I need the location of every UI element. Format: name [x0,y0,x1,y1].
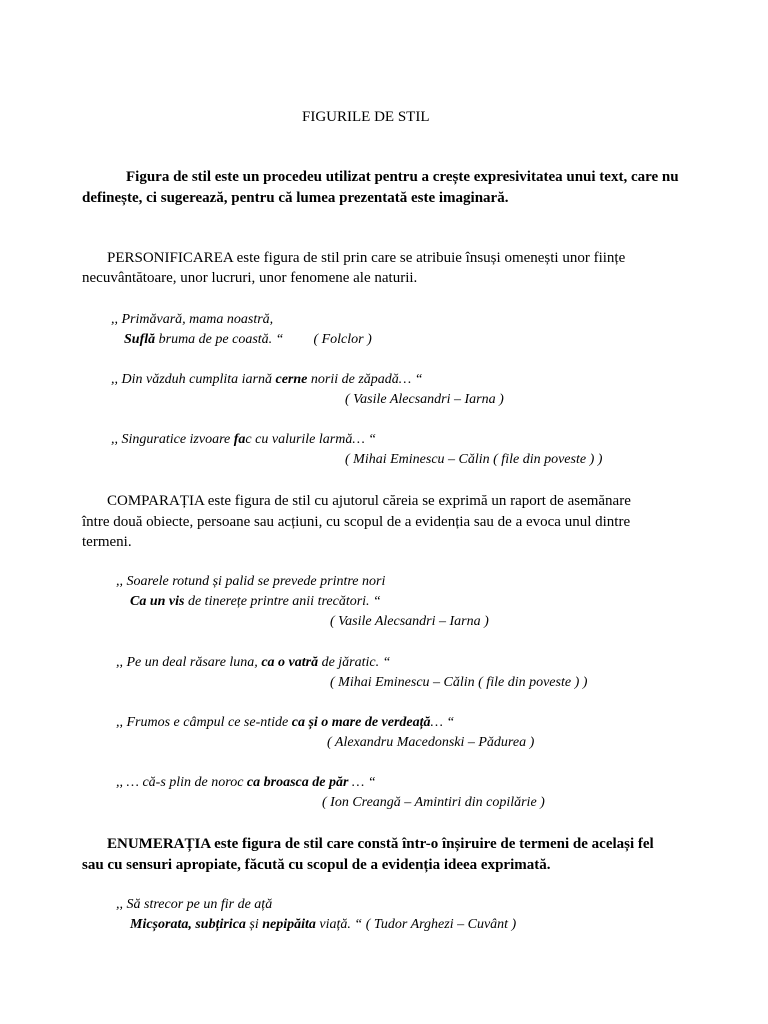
personificare-example-2-pre: ,, Din văzduh cumplita iarnă [111,372,276,387]
comparatie-example-4 [116,773,376,793]
comparatie-example-2-keyword: ca o vatră [261,655,319,670]
enumeratie-example-1-rest: viață. “ ( Tudor Arghezi – Cuvânt ) [315,917,517,932]
comparatie-line-3: termeni. [82,534,132,550]
personificare-example-1-text: bruma de pe coastă. “ [155,332,284,347]
personificare-example-3 [111,430,376,450]
comparatie-example-4-source: ( Ion Creangă – Amintiri din copilărie ) [322,795,545,810]
comparatie-example-1-text: de tinerețe printre anii trecători. “ [184,594,381,609]
comparatie-example-2 [116,653,390,673]
comparatie-example-2-source: ( Mihai Eminescu – Călin ( file din poveste ) ) [330,675,588,690]
personificare-example-1-keyword: Suflă [124,332,156,347]
comparatie-line-2: între două obiecte, persoane sau acțiuni, cu scopul de a evidenția sau de a evoca unul dintre [82,514,631,530]
personificare-line-2: necuvântătoare, unor lucruri, unor fenomene ale naturii. [82,270,418,286]
comparatie-example-1-line-1: ,, Soarele rotund și palid se prevede printre nori [116,574,386,589]
intro-line-1 [126,167,679,187]
comparatie-example-2-pre: ,, Pe un deal răsare luna, [116,655,262,670]
comparatie-example-4-keyword: ca broasca de păr [246,775,349,790]
enumeratie-example-1-line-1: ,, Să strecor pe un fir de ață [116,897,273,912]
personificare-example-2-source: ( Vasile Alecsandri – Iarna ) [345,392,504,407]
personificare-example-2-keyword: cerne [275,372,308,387]
personificare-example-3-pre: ,, Singuratice izvoare [111,432,234,447]
comparatie-example-3-keyword: ca și o mare de verdeață [291,715,431,730]
comparatie-example-1-source: ( Vasile Alecsandri – Iarna ) [330,614,489,629]
comparatie-example-4-pre: ,, … că-s plin de noroc [116,775,247,790]
comparatie-example-3 [116,713,454,733]
intro-term: Figura de stil [126,169,211,185]
personificare-line-1 [107,248,625,268]
personificare-term: PERSONIFICAREA [107,250,233,266]
comparatie-line-1: COMPARAȚIA este figura de stil cu ajutorul căreia se exprimă un raport de asemănare [107,493,631,509]
personificare-example-1-line-1: ,, Primăvară, mama noastră, [111,312,274,327]
comparatie-example-2-post: de jăratic. “ [318,655,391,670]
comparatie-example-1-line-2 [130,592,381,612]
enumeratie-example-1-keyword-2: nepipăita [262,917,316,932]
enumeratie-line-2: sau cu sensuri apropiate, făcută cu scopul de a evidenția ideea exprimată. [82,857,551,873]
comparatie-example-3-source: ( Alexandru Macedonski – Pădurea ) [327,735,535,750]
comparatie-example-3-pre: ,, Frumos e câmpul ce se-ntide [116,715,292,730]
comparatie-example-3-post: … “ [430,715,455,730]
intro-line-1-text: este un procedeu utilizat pentru a crește expresivitatea unui text, care nu [211,169,679,185]
intro-line-2: definește, ci sugerează, pentru că lumea prezentată este imaginară. [82,190,509,206]
enumeratie-example-1-line-2 [130,915,516,935]
enumeratie-example-1-keyword-1: Micșorata, subțirica [130,917,246,932]
personificare-example-1-line-2 [124,330,372,350]
personificare-example-3-source: ( Mihai Eminescu – Călin ( file din poveste ) ) [345,452,603,467]
comparatie-example-1-keyword: Ca un vis [130,594,185,609]
personificare-line-1-text: este figura de stil prin care se atribuie însuși omenești unor ființe [232,250,626,266]
personificare-example-2 [111,370,423,390]
personificare-example-3-post: c cu valurile larmă… “ [245,432,377,447]
personificare-example-3-keyword: fa [233,432,246,447]
comparatie-example-4-post: … “ [348,775,376,790]
enumeratie-example-1-conjunction: și [245,917,263,932]
enumeratie-line-1: ENUMERAȚIA este figura de stil care constă într-o înșiruire de termeni de același fel [107,836,654,852]
personificare-example-2-post: norii de zăpadă… “ [307,372,423,387]
personificare-example-1-source: ( Folclor ) [313,332,372,347]
page-title: FIGURILE DE STIL [302,109,430,125]
